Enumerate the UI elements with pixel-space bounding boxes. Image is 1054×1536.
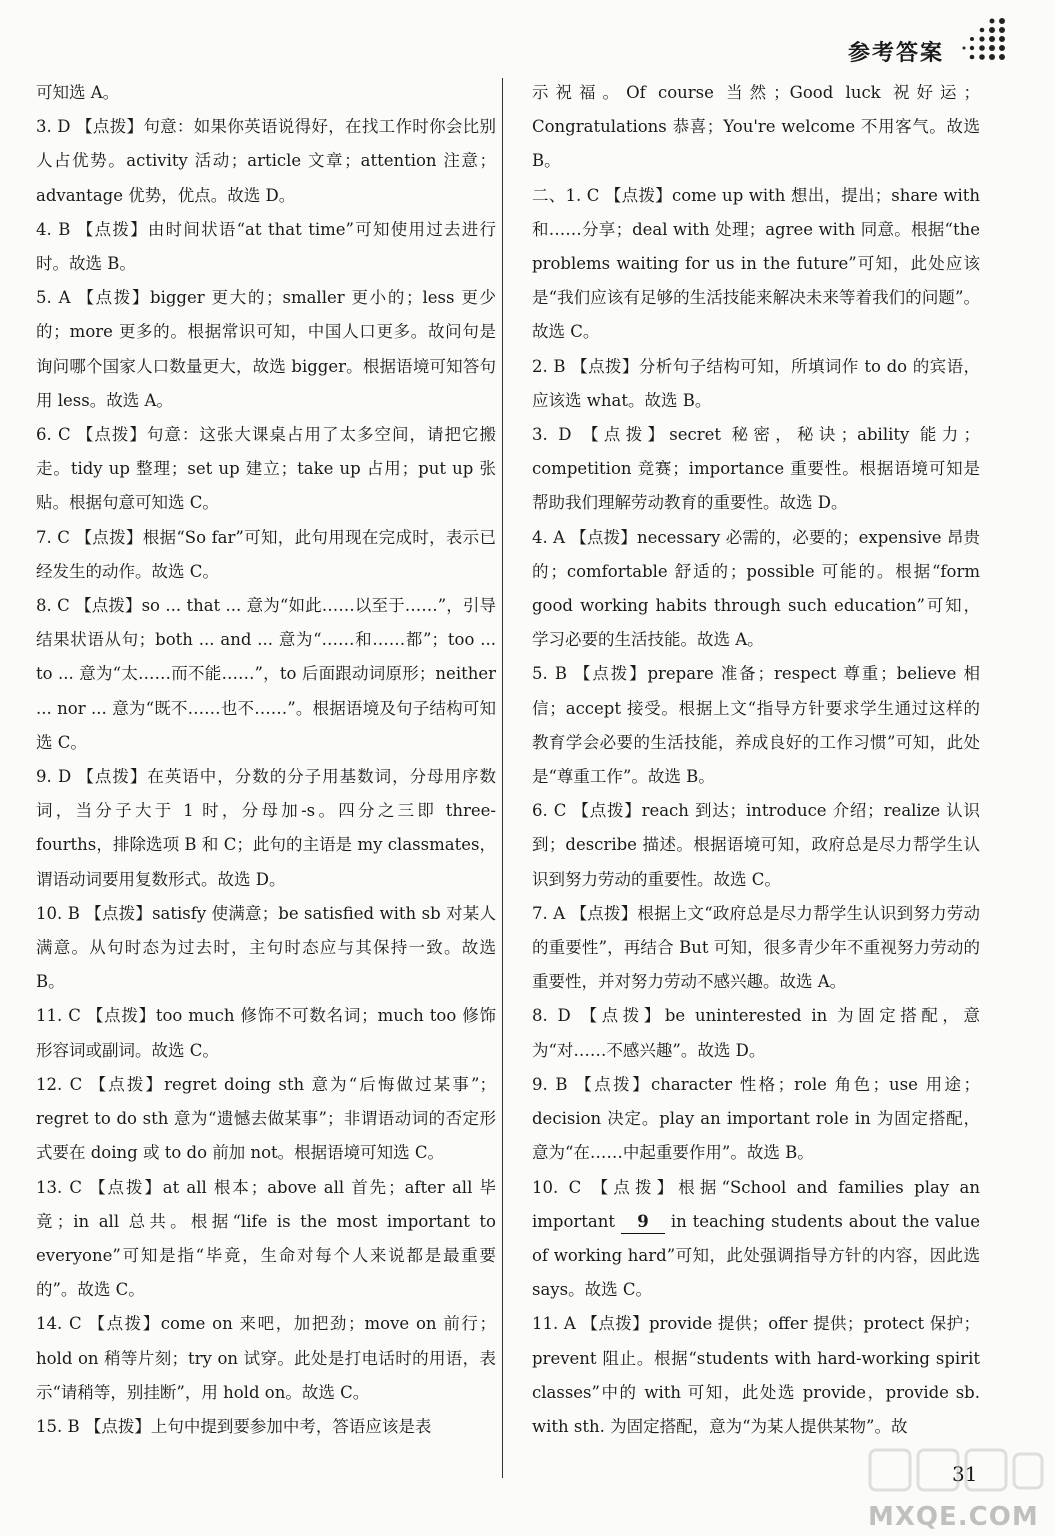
answer-item: 11. A 【点拨】provide 提供；offer 提供；protect 保护；prevent 阻止。根据“students with hard-working spirit classes”中的 with 可知，此处选 provide，provide sb. with sth. 为固定搭配，意为“为某人提供某物”。故	[532, 1314, 980, 1436]
answer-item: 13. C 【点拨】at all 根本；above all 首先；after all 毕竟；in all 总共。根据“life is the most important to everyone”可知是指“毕竟，生命对每个人来说都是最重要的”。故选 C。	[36, 1177, 496, 1300]
answer-item: 15. B 【点拨】上句中提到要参加中考，答语应该是表	[36, 1416, 432, 1436]
answer-item-with-blank	[532, 1171, 980, 1308]
answer-item: 14. C 【点拨】come on 来吧，加把劲；move on 前行；hold on 稍等片刻；try on 试穿。此处是打电话时的用语，表示“请稍等，别挂断”，用 hold on。故选 C。	[36, 1314, 496, 1402]
answer-item: 4. A 【点拨】necessary 必需的，必要的；expensive 昂贵的；comfortable 舒适的；possible 可能的。根据“form good working habits through such education”可知，学习必要的生活技能。故选 A。	[532, 527, 980, 650]
answer-text: 10. C 【点拨】根据“School and families play an important	[532, 1177, 980, 1231]
page-number: 31	[952, 1462, 978, 1486]
answer-item: 8. D 【点拨】be uninterested in 为固定搭配，意为“对……不感兴趣”。故选 D。	[532, 1006, 980, 1060]
answer-text: in teaching students about the value of working hard”可知，此处强调指导方针的内容，因此选 says。故选 C。	[532, 1211, 981, 1300]
right-column	[532, 76, 980, 1444]
answer-item: 二、1. C 【点拨】come up with 想出，提出；share with 和……分享；deal with 处理；agree with 同意。根据“the problems waiting for us in the future”可知，此处应该是“我们应该有足够的生活技能来解决未来等着我们的问题”。故选 C。	[532, 185, 980, 342]
column-divider	[502, 78, 503, 1478]
answer-item: 10. B 【点拨】satisfy 使满意；be satisfied with sb 对某人满意。从句时态为过去时，主句时态应与其保持一致。故选 B。	[36, 903, 496, 992]
answer-item: 6. C 【点拨】reach 到达；introduce 介绍；realize 认识到；describe 描述。根据语境可知，政府总是尽力帮学生认识到努力劳动的重要性。故选 C。	[532, 801, 980, 889]
answer-item: 9. D 【点拨】在英语中，分数的分子用基数词，分母用序数词，当分子大于 1 时，分母加-s。四分之三即 three-fourths，排除选项 B 和 C；此句的主语是 my classmates，谓语动词要用复数形式。故选 D。	[36, 767, 496, 889]
decorative-dots-icon	[962, 16, 1010, 60]
answer-item: 12. C 【点拨】regret doing sth 意为“后悔做过某事”；regret to do sth 意为“遗憾去做某事”；非谓语动词的否定形式要在 doing 或 to do 前加 not。根据语境可知选 C。	[36, 1074, 496, 1163]
left-column	[36, 76, 496, 1444]
answer-item: 3. D 【点拨】句意：如果你英语说得好，在找工作时你会比别人占优势。activity 活动；article 文章；attention 注意；advantage 优势，优点。故选 D。	[36, 117, 496, 205]
answer-item: 7. C 【点拨】根据“So far”可知，此句用现在完成时，表示已经发生的动作。故选 C。	[36, 527, 496, 581]
answer-item: 7. A 【点拨】根据上文“政府总是尽力帮学生认识到努力劳动的重要性”，再结合 But 可知，很多青少年不重视努力劳动的重要性，并对努力劳动不感兴趣。故选 A。	[532, 903, 980, 992]
answer-item: 示祝福。Of course 当然；Good luck 祝好运；Congratulations 恭喜；You're welcome 不用客气。故选 B。	[532, 83, 980, 171]
answer-item: 2. B 【点拨】分析句子结构可知，所填词作 to do 的宾语，应该选 what。故选 B。	[532, 356, 980, 410]
watermark-text: MXQE.COM	[868, 1502, 1039, 1532]
answer-item: 可知选 A。	[36, 83, 120, 102]
answer-item: 8. C 【点拨】so ... that ... 意为“如此……以至于……”，引导结果状语从句；both ... and ... 意为“……和……都”；too ... to ... 意为“太……而不能……”，to 后面跟动词原形；neither ... nor ... 意为“既不……也不……”。根据语境及句子结构可知选 C。	[36, 596, 496, 752]
blank-number: 9	[621, 1211, 665, 1234]
answer-item: 5. B 【点拨】prepare 准备；respect 尊重；believe 相信；accept 接受。根据上文“指导方针要求学生通过这样的教育学会必要的生活技能，养成良好的工作习惯”可知，此处是“尊重工作”。故选 B。	[532, 664, 980, 787]
section-title: 参考答案	[848, 41, 945, 66]
answer-item: 6. C 【点拨】句意：这张大课桌占用了太多空间，请把它搬走。tidy up 整理；set up 建立；take up 占用；put up 张贴。根据句意可知选 C。	[36, 425, 496, 513]
answer-item: 5. A 【点拨】bigger 更大的；smaller 更小的；less 更少的；more 更多的。根据常识可知，中国人口更多。故问句是询问哪个国家人口数量更大，故选 bigger。根据语境可知答句用 less。故选 A。	[36, 288, 496, 410]
answer-item: 4. B 【点拨】由时间状语“at that time”可知使用过去进行时。故选 B。	[36, 219, 496, 274]
answer-item: 9. B 【点拨】character 性格；role 角色；use 用途；decision 决定。play an important role in 为固定搭配，意为“在……中起重要作用”。故选 B。	[532, 1074, 980, 1163]
answer-item: 11. C 【点拨】too much 修饰不可数名词；much too 修饰形容词或副词。故选 C。	[36, 1006, 496, 1060]
answer-item: 3. D 【点拨】secret 秘密，秘诀；ability 能力；competition 竞赛；importance 重要性。根据语境可知是帮助我们理解劳动教育的重要性。故选 D。	[532, 425, 980, 513]
